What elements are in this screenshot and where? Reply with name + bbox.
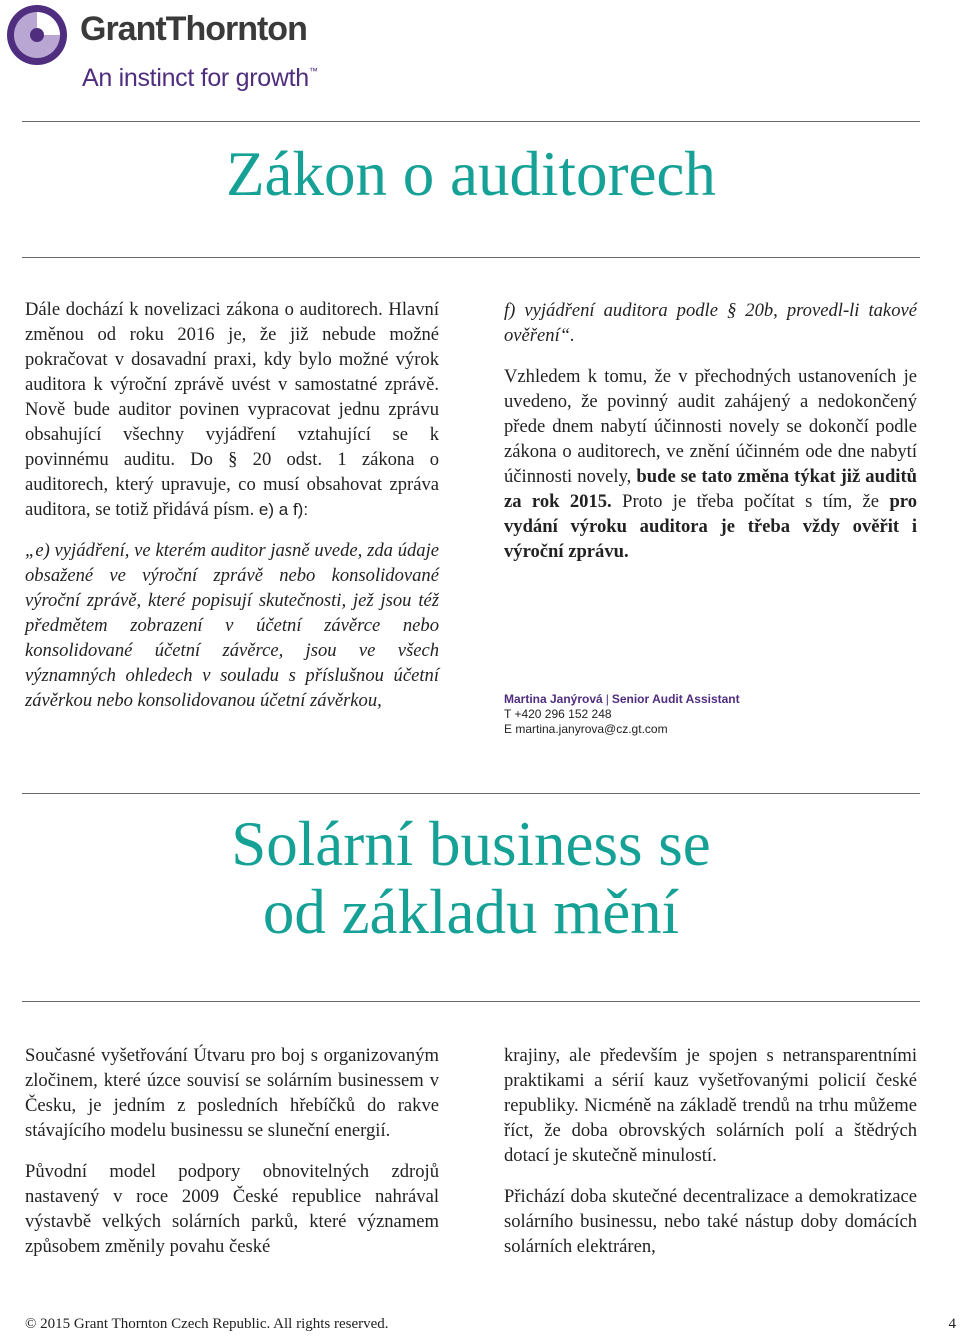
grant-thornton-logo	[6, 4, 316, 96]
section-rule-top	[22, 793, 920, 794]
article1-quote-e: „e) vyjádření, ve kterém auditor jasně uvede, zda údaje obsažené ve výroční zprávě nebo konsolidované výroční zprávě, které popisují skutečnosti, jež jsou též předmětem zobrazení v účetní závěrce nebo konsolidované účetní závěrce, jsou ve všech významných ohledech v souladu s příslušnou účetní závěrkou nebo konsolidovanou účetní závěrkou,	[25, 540, 439, 711]
article1-paragraph-1: Dále dochází k novelizaci zákona o auditorech. Hlavní změnou od roku 2016 je, že již nebude možné pokračovat v dosavadní praxi, kdy bylo možné výrok auditora k výroční zprávě uvést v samostatné zprávě. Nově bude auditor povinen vypracovat jednu zprávu obsahující všechny vyjádření vztahující se k povinnému auditu. Do § 20 odst. 1 zákona o auditorech, který upravuje, co musí obsahovat zpráva auditora, se totiž přidává písm. e) a f):	[25, 299, 439, 520]
logo-brand-text: GrantThornton	[80, 10, 307, 48]
article1-quote-f: f) vyjádření auditora podle § 20b, provedl-li takové ověření“.	[504, 300, 917, 346]
article1-column-left	[25, 297, 439, 729]
article2-column-left	[25, 1043, 439, 1275]
section-rule-bottom	[22, 1001, 920, 1002]
article-title-solar: Solární business se od základu mění	[231, 809, 711, 947]
article-title-auditors: Zákon o auditorech	[226, 139, 716, 209]
title-rule	[22, 257, 920, 258]
article2-paragraph-4: Přichází doba skutečné decentralizace a demokratizace solárního businessu, nebo také nástup doby domácích solárních elektráren,	[504, 1186, 917, 1257]
article2-paragraph-2: Původní model podpory obnovitelných zdrojů nastavený v roce 2009 České republice nahrával výstavbě velkých solárních parků, které významem způsobem změnily povahu české	[25, 1161, 439, 1257]
top-rule	[22, 121, 920, 122]
logo-mark-icon	[6, 4, 68, 66]
logo-tagline: An instinct for growth™	[82, 64, 318, 92]
article1-paragraph-2: Vzhledem k tomu, že v přechodných ustanoveních je uvedeno, že povinný audit zahájený a nedokončený přede dnem nabytí účinnosti novely se dokončí podle zákona o auditorech, ve znění účinném ode dne nabytí účinnosti novely, bude se tato změna týkat již auditů za rok 2015. Proto je třeba počítat s tím, že pro vydání výroku auditora je třeba vždy ověřit i výroční zprávu.	[504, 366, 917, 562]
footer-copyright: © 2015 Grant Thornton Czech Republic. All rights reserved.	[25, 1316, 389, 1332]
author-phone: T +420 296 152 248	[504, 707, 612, 721]
author-name: Martina Janýrová	[504, 692, 603, 706]
article2-column-right	[504, 1043, 917, 1275]
author-role: Senior Audit Assistant	[611, 692, 740, 706]
article2-paragraph-1: Současné vyšetřování Útvaru pro boj s organizovaným zločinem, které úzce souvisí se solárním businessem v Česku, je jedním z posledních hřebíčků do rakve stávajícího modelu businessu se sluneční energií.	[25, 1045, 439, 1141]
author-email[interactable]: E martina.janyrova@cz.gt.com	[504, 722, 668, 736]
author-block: Martina Janýrová | Senior Audit Assistant T +420 296 152 248 E martina.janyrova@cz.gt.com	[504, 692, 740, 736]
article1-column-right	[504, 298, 917, 580]
article2-paragraph-3: krajiny, ale především je spojen s netransparentními praktikami a sérií kauz vyšetřovanými policií české republiky. Nicméně na základě trendů na trhu můžeme říct, že doba obrovských solárních polí a štědrých dotací je skutečně minulostí.	[504, 1045, 917, 1166]
page-number: 4	[948, 1316, 956, 1332]
